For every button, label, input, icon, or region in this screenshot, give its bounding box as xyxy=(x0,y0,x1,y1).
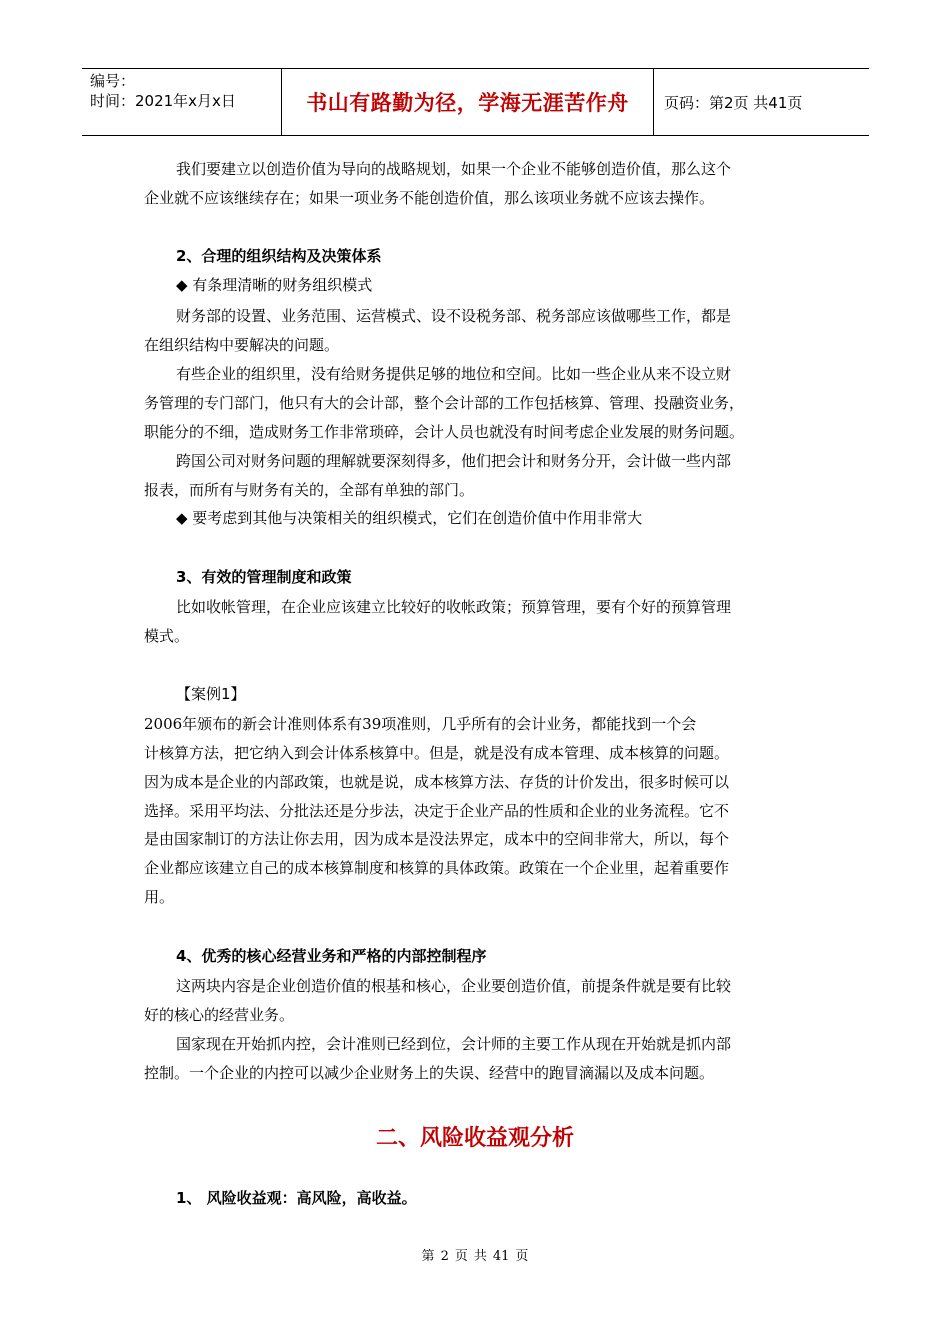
page-header xyxy=(82,68,869,136)
paragraph-line: 务管理的专门部门，他只有大的会计部，整个会计部的工作包括核算、管理、投融资业务， xyxy=(144,394,745,412)
paragraph-line: 跨国公司对财务问题的理解就要深刻得多，他们把会计和财务分开，会计做一些内部 xyxy=(176,452,732,470)
paragraph-line: 报表，而所有与财务有关的，全部有单独的部门。 xyxy=(144,481,475,499)
case-line: 计核算方法，把它纳入到会计体系核算中。但是，就是没有成本管理、成本核算的问题。 xyxy=(144,744,730,762)
date-label: 时间：2021年x月x日 xyxy=(90,92,236,110)
header-page-cell xyxy=(654,69,869,135)
page-footer xyxy=(0,1245,950,1264)
paragraph-line: 有些企业的组织里，没有给财务提供足够的地位和空间。比如一些企业从来不设立财 xyxy=(176,365,732,383)
page-label: 页码：第2页 共41页 xyxy=(664,93,803,112)
footer-gong: 共 xyxy=(473,1249,487,1264)
paragraph-line: 这两块内容是企业创造价值的根基和核心，企业要创造价值，前提条件就是要有比较 xyxy=(176,977,732,995)
case-line: 是由国家制订的方法让你去用，因为成本是没法界定，成本中的空间非常大，所以，每个 xyxy=(144,830,730,848)
paragraph-line: 在组织结构中要解决的问题。 xyxy=(144,336,340,354)
chapter-title: 二、风险收益观分析 xyxy=(375,1126,574,1151)
doc-number-label: 编号： xyxy=(90,72,136,90)
paragraph-line: 财务部的设置、业务范围、运营模式、设不设税务部、税务部应该做哪些工作，都是 xyxy=(176,307,732,325)
footer-ye: 页 xyxy=(454,1249,468,1264)
case-line: 用。 xyxy=(144,888,175,906)
case-label: 【案例1】 xyxy=(176,685,246,703)
footer-page-number: 2 xyxy=(440,1249,449,1264)
footer-di: 第 xyxy=(421,1249,435,1264)
case-line: 选择。采用平均法、分批法还是分步法，决定于企业产品的性质和企业的业务流程。它不 xyxy=(144,802,730,820)
case-line: 企业都应该建立自己的成本核算制度和核算的具体政策。政策在一个企业里，起着重要作 xyxy=(144,859,730,877)
header-meta xyxy=(82,69,281,135)
section-heading: 4、优秀的核心经营业务和严格的内部控制程序 xyxy=(176,947,487,965)
footer-total-pages: 41 xyxy=(492,1249,510,1264)
paragraph-line: 好的核心的经营业务。 xyxy=(144,1006,295,1024)
bullet-item: ◆ 有条理清晰的财务组织模式 xyxy=(176,276,373,294)
bullet-item: ◆ 要考虑到其他与决策相关的组织模式，它们在创造价值中作用非常大 xyxy=(176,509,643,527)
paragraph-line: 模式。 xyxy=(144,627,190,645)
section-heading: 2、合理的组织结构及决策体系 xyxy=(176,247,382,265)
paragraph-line: 国家现在开始抓内控，会计准则已经到位，会计师的主要工作从现在开始就是抓内部 xyxy=(176,1035,732,1053)
case-line: 因为成本是企业的内部政策，也就是说，成本核算方法、存货的计价发出，很多时候可以 xyxy=(144,773,730,791)
section-heading: 3、有效的管理制度和政策 xyxy=(176,568,352,586)
paragraph-line: 企业就不应该继续存在；如果一项业务不能创造价值，那么该项业务就不应该去操作。 xyxy=(144,189,715,207)
paragraph-line: 控制。一个企业的内控可以减少企业财务上的失误、经营中的跑冒滴漏以及成本问题。 xyxy=(144,1064,715,1082)
motto: 书山有路勤为径，学海无涯苦作舟 xyxy=(306,91,629,115)
case-line: 2006年颁布的新会计准则体系有39项准则，几乎所有的会计业务，都能找到一个会 xyxy=(144,715,697,733)
paragraph-line: 比如收帐管理，在企业应该建立比较好的收帐政策；预算管理，要有个好的预算管理 xyxy=(176,598,732,616)
header-motto-cell xyxy=(281,69,654,135)
section-heading: 1、 风险收益观：高风险，高收益。 xyxy=(176,1189,417,1207)
paragraph-line: 职能分的不细，造成财务工作非常琐碎，会计人员也就没有时间考虑企业发展的财务问题。 xyxy=(144,423,745,441)
footer-ye: 页 xyxy=(515,1249,529,1264)
paragraph-line: 我们要建立以创造价值为导向的战略规划，如果一个企业不能够创造价值，那么这个 xyxy=(176,160,732,178)
